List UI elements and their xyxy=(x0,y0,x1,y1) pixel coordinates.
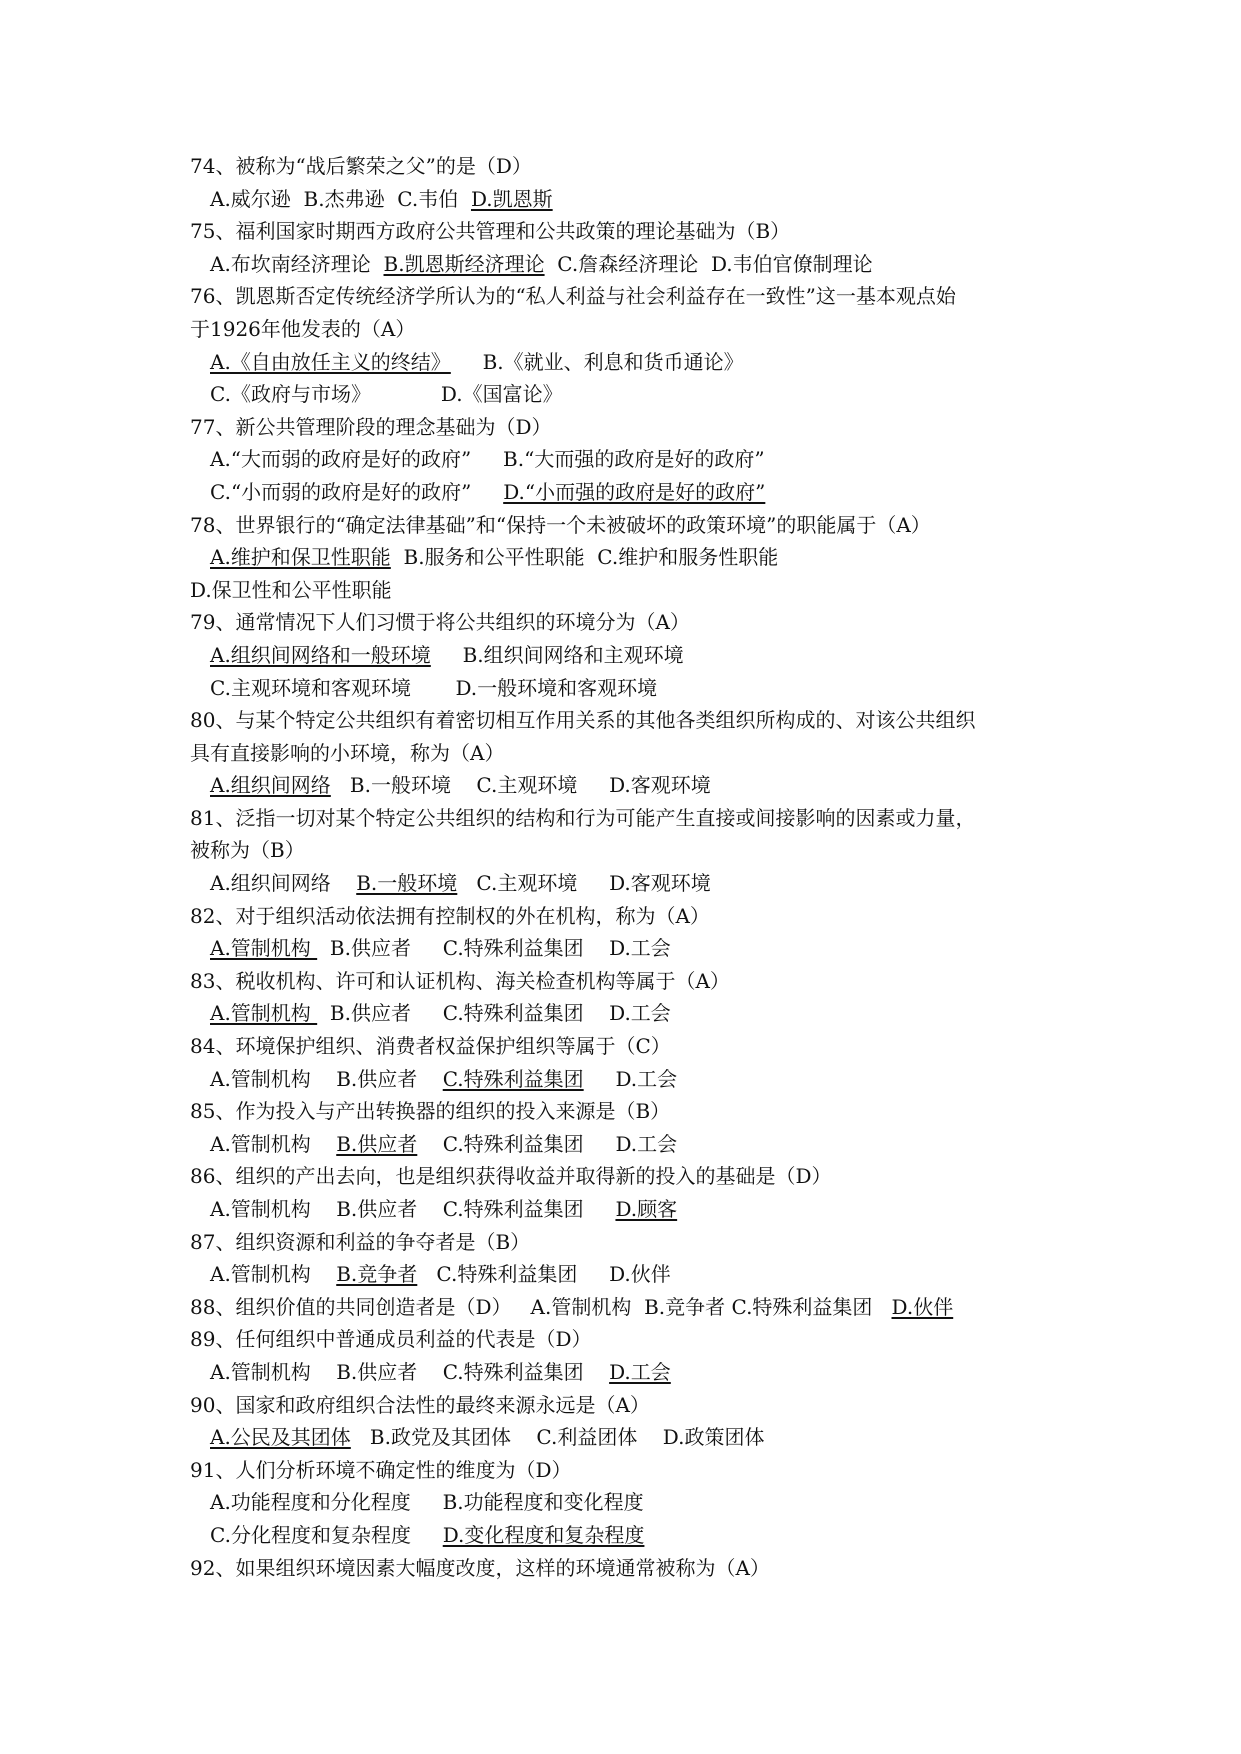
text-segment: 被称为（B） xyxy=(190,838,305,863)
text-segment: C.分化程度和复杂程度 xyxy=(210,1522,443,1547)
text-segment: B.供应者 xyxy=(317,1001,443,1026)
question-line xyxy=(190,1095,1090,1128)
text-segment: 于1926年他发表的（A） xyxy=(190,316,416,341)
text-segment: C.利益团体 xyxy=(536,1425,663,1450)
text-segment: C.特殊利益集团 xyxy=(417,1131,616,1156)
text-segment: B.供应者 xyxy=(317,936,443,961)
correct-answer-text: A.管制机构 xyxy=(210,936,318,961)
text-segment: 75、福利国家时期西方政府公共管理和公共政策的理论基础为（B） xyxy=(190,219,791,244)
answer-options-line xyxy=(190,639,1090,672)
text-segment: A.威尔逊 xyxy=(210,186,304,211)
answer-options-line xyxy=(190,672,1090,705)
text-segment: A.布坎南经济理论 xyxy=(210,251,384,276)
text-segment: 78、世界银行的“确定法律基础”和“保持一个未被破坏的政策环境”的职能属于（A） xyxy=(190,512,931,537)
correct-answer-text: D.变化程度和复杂程度 xyxy=(442,1522,645,1547)
text-segment: C.“小而弱的政府是好的政府” xyxy=(210,479,504,504)
question-line xyxy=(190,280,1090,313)
text-segment: 83、税收机构、许可和认证机构、海关检查机构等属于（A） xyxy=(190,968,730,993)
answer-options-line xyxy=(190,1486,1090,1519)
correct-answer-text: B.竞争者 xyxy=(336,1262,418,1287)
text-segment: D.伙伴 xyxy=(609,1262,671,1287)
question-line xyxy=(190,965,1090,998)
text-segment: B.功能程度和变化程度 xyxy=(442,1490,644,1515)
text-segment: C.特殊利益集团 xyxy=(442,1359,610,1384)
correct-answer-text: A.组织间网络和一般环境 xyxy=(210,642,431,667)
correct-answer-text: D.伙伴 xyxy=(891,1294,954,1319)
text-segment: C.韦伯 xyxy=(397,186,471,211)
text-segment: B.供应者 xyxy=(336,1197,443,1221)
question-line xyxy=(190,1030,1090,1063)
text-segment: C.特殊利益集团 xyxy=(417,1262,610,1287)
correct-answer-text: B.一般环境 xyxy=(356,871,458,896)
text-segment: B.政党及其团体 xyxy=(350,1425,537,1450)
answer-options-line xyxy=(190,1128,1090,1161)
correct-answer-text: A.公民及其团体 xyxy=(210,1425,351,1450)
question-line xyxy=(190,215,1090,248)
correct-answer-text: C.特殊利益集团 xyxy=(442,1066,584,1091)
text-segment: A.管制机构 xyxy=(210,1197,337,1221)
text-segment: D.韦伯官僚制理论 xyxy=(710,251,873,276)
answer-options-line xyxy=(190,867,1090,900)
question-line xyxy=(190,1323,1090,1356)
document-page xyxy=(190,150,1090,1584)
text-segment: 77、新公共管理阶段的理念基础为（D） xyxy=(190,414,552,439)
question-line xyxy=(190,411,1090,444)
text-segment: 74、被称为“战后繁荣之父”的是（D） xyxy=(190,154,532,178)
text-segment: 90、国家和政府组织合法性的最终来源永远是（A） xyxy=(190,1392,650,1417)
text-segment: A.管制机构 xyxy=(210,1359,337,1384)
text-segment: D.政策团体 xyxy=(662,1425,765,1450)
text-segment: B.组织间网络和主观环境 xyxy=(430,642,684,667)
text-segment: 84、环境保护组织、消费者权益保护组织等属于（C） xyxy=(190,1034,671,1059)
correct-answer-text: B.凯恩斯经济理论 xyxy=(383,251,545,276)
correct-answer-text: D.“小而强的政府是好的政府” xyxy=(503,479,766,504)
question-line xyxy=(190,1160,1090,1193)
question-line xyxy=(190,1291,1090,1324)
text-segment: C.维护和服务性职能 xyxy=(597,545,779,570)
answer-options-line xyxy=(190,248,1090,281)
text-segment: 88、组织价值的共同创造者是（D） A.管制机构 B.竞争者 C.特殊利益集团 xyxy=(190,1294,892,1319)
correct-answer-text: A.管制机构 xyxy=(210,1001,318,1026)
text-segment: B.“大而强的政府是好的政府” xyxy=(503,447,765,472)
text-segment: 85、作为投入与产出转换器的组织的投入来源是（B） xyxy=(190,1099,671,1124)
answer-options-line xyxy=(190,476,1090,509)
answer-options-line xyxy=(190,346,1090,379)
text-segment: 具有直接影响的小环境，称为（A） xyxy=(190,740,505,765)
question-line xyxy=(190,509,1090,542)
question-line xyxy=(190,737,1090,770)
question-line xyxy=(190,313,1090,346)
answer-options-line xyxy=(190,932,1090,965)
text-segment: B.服务和公平性职能 xyxy=(390,545,598,570)
correct-answer-text: D.工会 xyxy=(609,1359,671,1384)
text-segment: A.功能程度和分化程度 xyxy=(210,1490,443,1515)
text-segment: A.管制机构 xyxy=(210,1066,337,1091)
correct-answer-text: A.组织间网络 xyxy=(210,773,331,798)
question-line xyxy=(190,574,1090,607)
text-segment: B.供应者 xyxy=(336,1066,443,1091)
answer-options-line xyxy=(190,997,1090,1030)
question-line xyxy=(190,1389,1090,1422)
text-segment: C.特殊利益集团 xyxy=(442,1197,616,1221)
question-line xyxy=(190,834,1090,867)
answer-options-line xyxy=(190,1519,1090,1552)
answer-options-line xyxy=(190,1421,1090,1454)
text-segment: C.特殊利益集团 xyxy=(442,1001,610,1026)
correct-answer-text: D.顾客 xyxy=(615,1197,678,1221)
answer-options-line xyxy=(190,183,1090,216)
text-segment: C.特殊利益集团 xyxy=(442,936,610,961)
text-segment: D.工会 xyxy=(583,1066,678,1091)
correct-answer-text: A.维护和保卫性职能 xyxy=(210,545,391,570)
answer-options-line xyxy=(190,443,1090,476)
question-line xyxy=(190,900,1090,933)
question-line xyxy=(190,606,1090,639)
text-segment: D.《国富论》 xyxy=(440,382,563,407)
answer-options-line xyxy=(190,769,1090,802)
text-segment: C.主观环境 xyxy=(457,871,610,896)
text-segment: D.工会 xyxy=(609,1001,671,1026)
correct-answer-text: A.《自由放任主义的终结》 xyxy=(210,349,451,374)
text-segment: C.《政府与市场》 xyxy=(210,382,441,407)
text-segment: B.《就业、利息和货币通论》 xyxy=(450,349,744,374)
text-segment: 86、组织的产出去向，也是组织获得收益并取得新的投入的基础是（D） xyxy=(190,1164,832,1189)
answer-options-line xyxy=(190,1356,1090,1389)
answer-options-line xyxy=(190,378,1090,411)
question-line xyxy=(190,802,1090,835)
text-segment: A.组织间网络 xyxy=(210,871,357,896)
answer-options-line xyxy=(190,1193,1090,1226)
text-segment: B.杰弗逊 xyxy=(303,186,398,211)
text-segment: 76、凯恩斯否定传统经济学所认为的“私人利益与社会利益存在一致性”这一基本观点始 xyxy=(190,284,956,309)
text-segment: 81、泛指一切对某个特定公共组织的结构和行为可能产生直接或间接影响的因素或力量， xyxy=(190,805,976,830)
question-line xyxy=(190,150,1090,183)
text-segment: 91、人们分析环境不确定性的维度为（D） xyxy=(190,1457,572,1482)
text-segment: D.工会 xyxy=(609,936,671,961)
text-segment: 87、组织资源和利益的争夺者是（B） xyxy=(190,1229,531,1254)
text-segment: C.詹森经济理论 xyxy=(544,251,711,276)
correct-answer-text: B.供应者 xyxy=(336,1131,418,1156)
text-segment: A.“大而弱的政府是好的政府” xyxy=(210,447,504,472)
text-segment: C.主观环境 xyxy=(476,773,610,798)
text-segment: D.客观环境 xyxy=(609,773,711,798)
answer-options-line xyxy=(190,1063,1090,1096)
question-line xyxy=(190,1226,1090,1259)
correct-answer-text: D.凯恩斯 xyxy=(470,186,553,211)
answer-options-line xyxy=(190,1258,1090,1291)
text-segment: D.一般环境和客观环境 xyxy=(455,675,658,700)
text-segment: 92、如果组织环境因素大幅度改度，这样的环境通常被称为（A） xyxy=(190,1555,770,1580)
text-segment: 82、对于组织活动依法拥有控制权的外在机构，称为（A） xyxy=(190,903,710,928)
text-segment: B.一般环境 xyxy=(330,773,477,798)
question-line xyxy=(190,1454,1090,1487)
text-segment: A.管制机构 xyxy=(210,1262,337,1287)
text-segment: D.工会 xyxy=(615,1131,678,1156)
text-segment: C.主观环境和客观环境 xyxy=(210,675,456,700)
text-segment: D.保卫性和公平性职能 xyxy=(190,577,392,602)
text-segment: 79、通常情况下人们习惯于将公共组织的环境分为（A） xyxy=(190,610,690,635)
question-line xyxy=(190,704,1090,737)
question-line xyxy=(190,1552,1090,1585)
text-segment: 89、任何组织中普通成员利益的代表是（D） xyxy=(190,1327,592,1352)
text-segment: D.客观环境 xyxy=(609,871,711,896)
text-segment: A.管制机构 xyxy=(210,1131,337,1156)
answer-options-line xyxy=(190,541,1090,574)
text-segment: B.供应者 xyxy=(336,1359,443,1384)
text-segment: 80、与某个特定公共组织有着密切相互作用关系的其他各类组织所构成的、对该公共组织 xyxy=(190,708,976,733)
